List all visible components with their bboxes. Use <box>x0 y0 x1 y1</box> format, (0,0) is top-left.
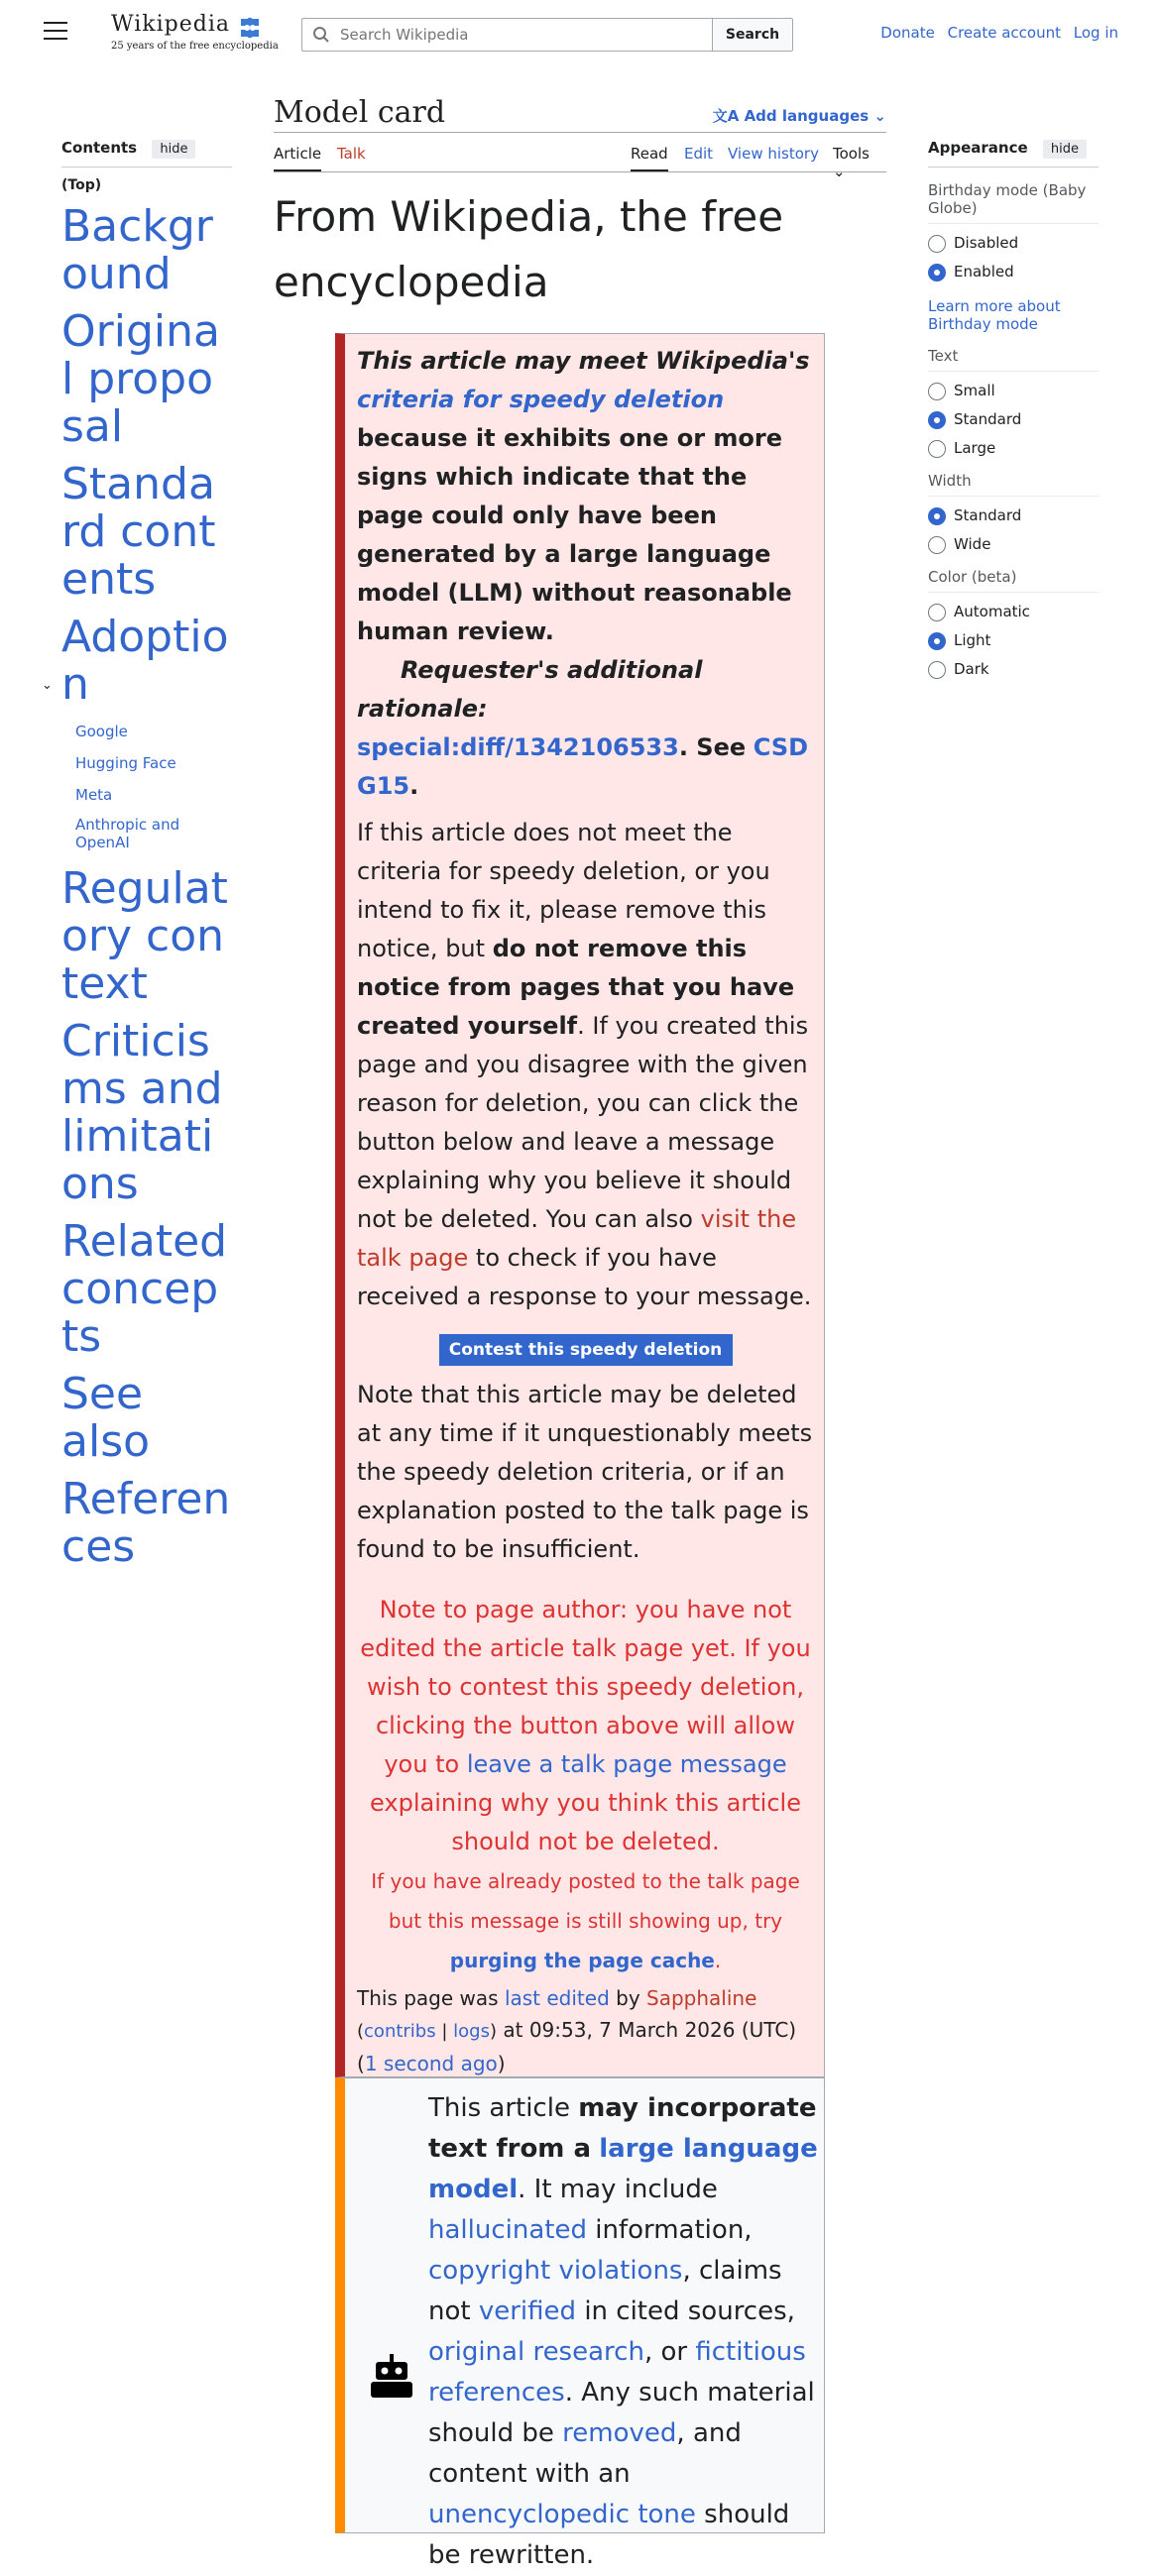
toc-item-original-proposal[interactable]: Original proposal <box>61 306 220 452</box>
title-row <box>274 93 886 133</box>
fictitious-references-link[interactable]: fictitious references <box>428 2337 806 2408</box>
robot-icon <box>371 2354 412 2400</box>
donate-link[interactable]: Donate <box>880 24 935 42</box>
toc-subitem-anthropic-openai[interactable]: Anthropic and OpenAI <box>75 816 180 851</box>
toc-subitem-google[interactable]: Google <box>75 723 128 740</box>
toc-expand-chevron-icon[interactable]: ⌄ <box>42 678 53 693</box>
purge-cache-link[interactable]: purging the page cache <box>449 1949 715 1972</box>
notice-rationale: Requester's additional rationale: special:diff/1342106533. See CSD G15. <box>357 656 809 800</box>
color-label: Color (beta) <box>928 568 1099 593</box>
original-research-link[interactable]: original research <box>428 2337 644 2367</box>
toc-item-references[interactable]: References <box>61 1474 231 1572</box>
wikipedia-logo[interactable] <box>111 12 279 52</box>
logs-link[interactable]: logs <box>453 2021 490 2042</box>
llm-warning-text: This article may incorporate text from a large language model. It may include hallucinated information, copyright violations, claims not verified in cited sources, original research, or fictitious references. Any such material should be removed, and content with an unencyclopedic tone should be rewritten. <box>428 2093 818 2570</box>
search-box <box>301 18 712 52</box>
contest-deletion-button[interactable]: Contest this speedy deletion <box>439 1334 733 1366</box>
user-link[interactable]: Sapphaline <box>646 1986 757 2010</box>
create-account-link[interactable]: Create account <box>947 24 1061 42</box>
page-title: Model card <box>274 95 446 130</box>
radio-color-dark[interactable]: Dark <box>928 660 1099 679</box>
logo-tagline: 25 years of the free encyclopedia <box>111 40 279 52</box>
text-size-label: Text <box>928 347 1099 372</box>
tab-view-history[interactable]: View history <box>728 145 819 163</box>
llm-warning-notice <box>335 2077 825 2570</box>
toc-hide-button[interactable]: hide <box>152 140 195 159</box>
toc-item-background[interactable]: Background <box>61 201 213 299</box>
time-ago-link[interactable]: 1 second ago <box>364 2052 498 2075</box>
search-icon <box>312 26 330 44</box>
radio-text-standard[interactable]: Standard <box>928 410 1099 429</box>
width-label: Width <box>928 472 1099 497</box>
radio-color-automatic[interactable]: Automatic <box>928 603 1099 621</box>
last-edited-link[interactable]: last edited <box>504 1986 610 2010</box>
user-links <box>872 24 1118 42</box>
puzzle-globe-icon <box>237 15 263 39</box>
toc-item-standard-contents[interactable]: Standard contents <box>61 459 216 605</box>
verified-link[interactable]: verified <box>478 2296 577 2326</box>
toc-item-top[interactable]: (Top) <box>61 177 102 193</box>
contribs-link[interactable]: contribs <box>364 2021 436 2042</box>
birthday-mode-label: Birthday mode (Baby Globe) <box>928 181 1099 224</box>
login-link[interactable]: Log in <box>1073 24 1118 42</box>
toc-item-related-concepts[interactable]: Related concepts <box>61 1216 228 1362</box>
radio-color-light[interactable]: Light <box>928 631 1099 650</box>
radio-text-small[interactable]: Small <box>928 382 1099 400</box>
csd-g15-link[interactable]: CSD G15 <box>357 733 809 800</box>
tab-tools[interactable]: Tools ⌄ <box>833 145 870 180</box>
radio-width-wide[interactable]: Wide <box>928 535 1099 554</box>
appearance-heading: Appearance hide <box>928 139 1099 168</box>
radio-birthday-enabled[interactable]: Enabled <box>928 263 1099 281</box>
toc-item-criticisms[interactable]: Criticisms and limitations <box>61 1016 223 1209</box>
speedy-deletion-notice <box>335 333 825 2077</box>
purge-note: If you have already posted to the talk page but this message is still showing up, try purging the page cache. <box>371 1869 800 1972</box>
search-button[interactable]: Search <box>712 18 793 52</box>
chevron-down-icon: ⌄ <box>873 107 886 125</box>
tab-article[interactable]: Article <box>274 145 321 171</box>
radio-birthday-disabled[interactable]: Disabled <box>928 234 1099 253</box>
logo-wordmark: Wikipedia <box>111 12 230 37</box>
toc-item-regulatory-context[interactable]: Regulatory context <box>61 863 228 1009</box>
chevron-down-icon: ⌄ <box>833 163 846 180</box>
leave-talk-message-link[interactable]: leave a talk page message <box>466 1750 787 1778</box>
toc-subitem-hugging-face[interactable]: Hugging Face <box>75 754 176 772</box>
hallucinated-link[interactable]: hallucinated <box>428 2215 587 2245</box>
removed-link[interactable]: removed <box>562 2418 677 2448</box>
search-input[interactable] <box>338 19 695 51</box>
notice-paragraph-4: Note that this article may be deleted at any time if it unquestionably meets the speedy deletion criteria, or if an explanation posted to the talk page is found to be insufficient. <box>357 1381 813 1563</box>
toc-item-adoption[interactable]: Adoption <box>61 612 229 710</box>
diff-link[interactable]: special:diff/1342106533 <box>357 733 679 761</box>
appearance-panel <box>928 139 1099 679</box>
tab-read[interactable]: Read <box>631 145 668 171</box>
appearance-hide-button[interactable]: hide <box>1043 140 1087 159</box>
copyright-link[interactable]: copyright violations <box>428 2256 683 2286</box>
add-languages-button[interactable]: 文A Add languages ⌄ <box>712 107 886 125</box>
site-header <box>0 0 1160 69</box>
page-tabs <box>274 141 886 180</box>
site-subtitle: From Wikipedia, the free encyclopedia <box>274 192 784 306</box>
llm-link[interactable]: large language model <box>428 2134 818 2204</box>
last-edited-info: This page was last edited by Sapphaline (contribs | logs) at 09:53, 7 March 2026 (UTC) (1 second ago) <box>357 1986 797 2075</box>
author-note: Note to page author: you have not edited the article talk page yet. If you wish to contest this speedy deletion, clicking the button above will allow you to leave a talk page message explaining why you think this article should not be deleted. <box>360 1596 811 1855</box>
criteria-link[interactable]: criteria for speedy deletion <box>357 386 725 413</box>
main-menu-icon[interactable] <box>44 22 67 42</box>
birthday-learn-more-link[interactable]: Learn more about Birthday mode <box>928 297 1061 333</box>
language-icon: 文A <box>712 107 740 125</box>
tab-talk[interactable]: Talk <box>337 145 366 163</box>
unencyclopedic-tone-link[interactable]: unencyclopedic tone <box>428 2500 696 2529</box>
notice-paragraph-1: This article may meet Wikipedia's criteria for speedy deletion because it exhibits one or more signs which indicate that the page could only have been generated by a large language model (LLM) without reasonable human review. <box>357 347 810 645</box>
radio-width-standard[interactable]: Standard <box>928 506 1099 525</box>
toc-subitem-meta[interactable]: Meta <box>75 786 113 804</box>
radio-text-large[interactable]: Large <box>928 439 1099 458</box>
toc-item-see-also[interactable]: See also <box>61 1369 151 1467</box>
visit-talk-page-link[interactable]: visit the talk page <box>357 1205 797 1272</box>
tab-edit[interactable]: Edit <box>684 145 714 163</box>
toc-heading: Contents hide <box>61 139 232 168</box>
notice-paragraph-3: If this article does not meet the criteria for speedy deletion, or you intend to fix it, please remove this notice, but do not remove this notice from pages that you have created yourself. If you created this page and you disagree with the given reason for deletion, you can click the button below and leave a message explaining why you believe it should not be deleted. You can also visit the talk page to check if you have received a response to your message. <box>357 819 812 1310</box>
table-of-contents <box>42 139 232 1572</box>
